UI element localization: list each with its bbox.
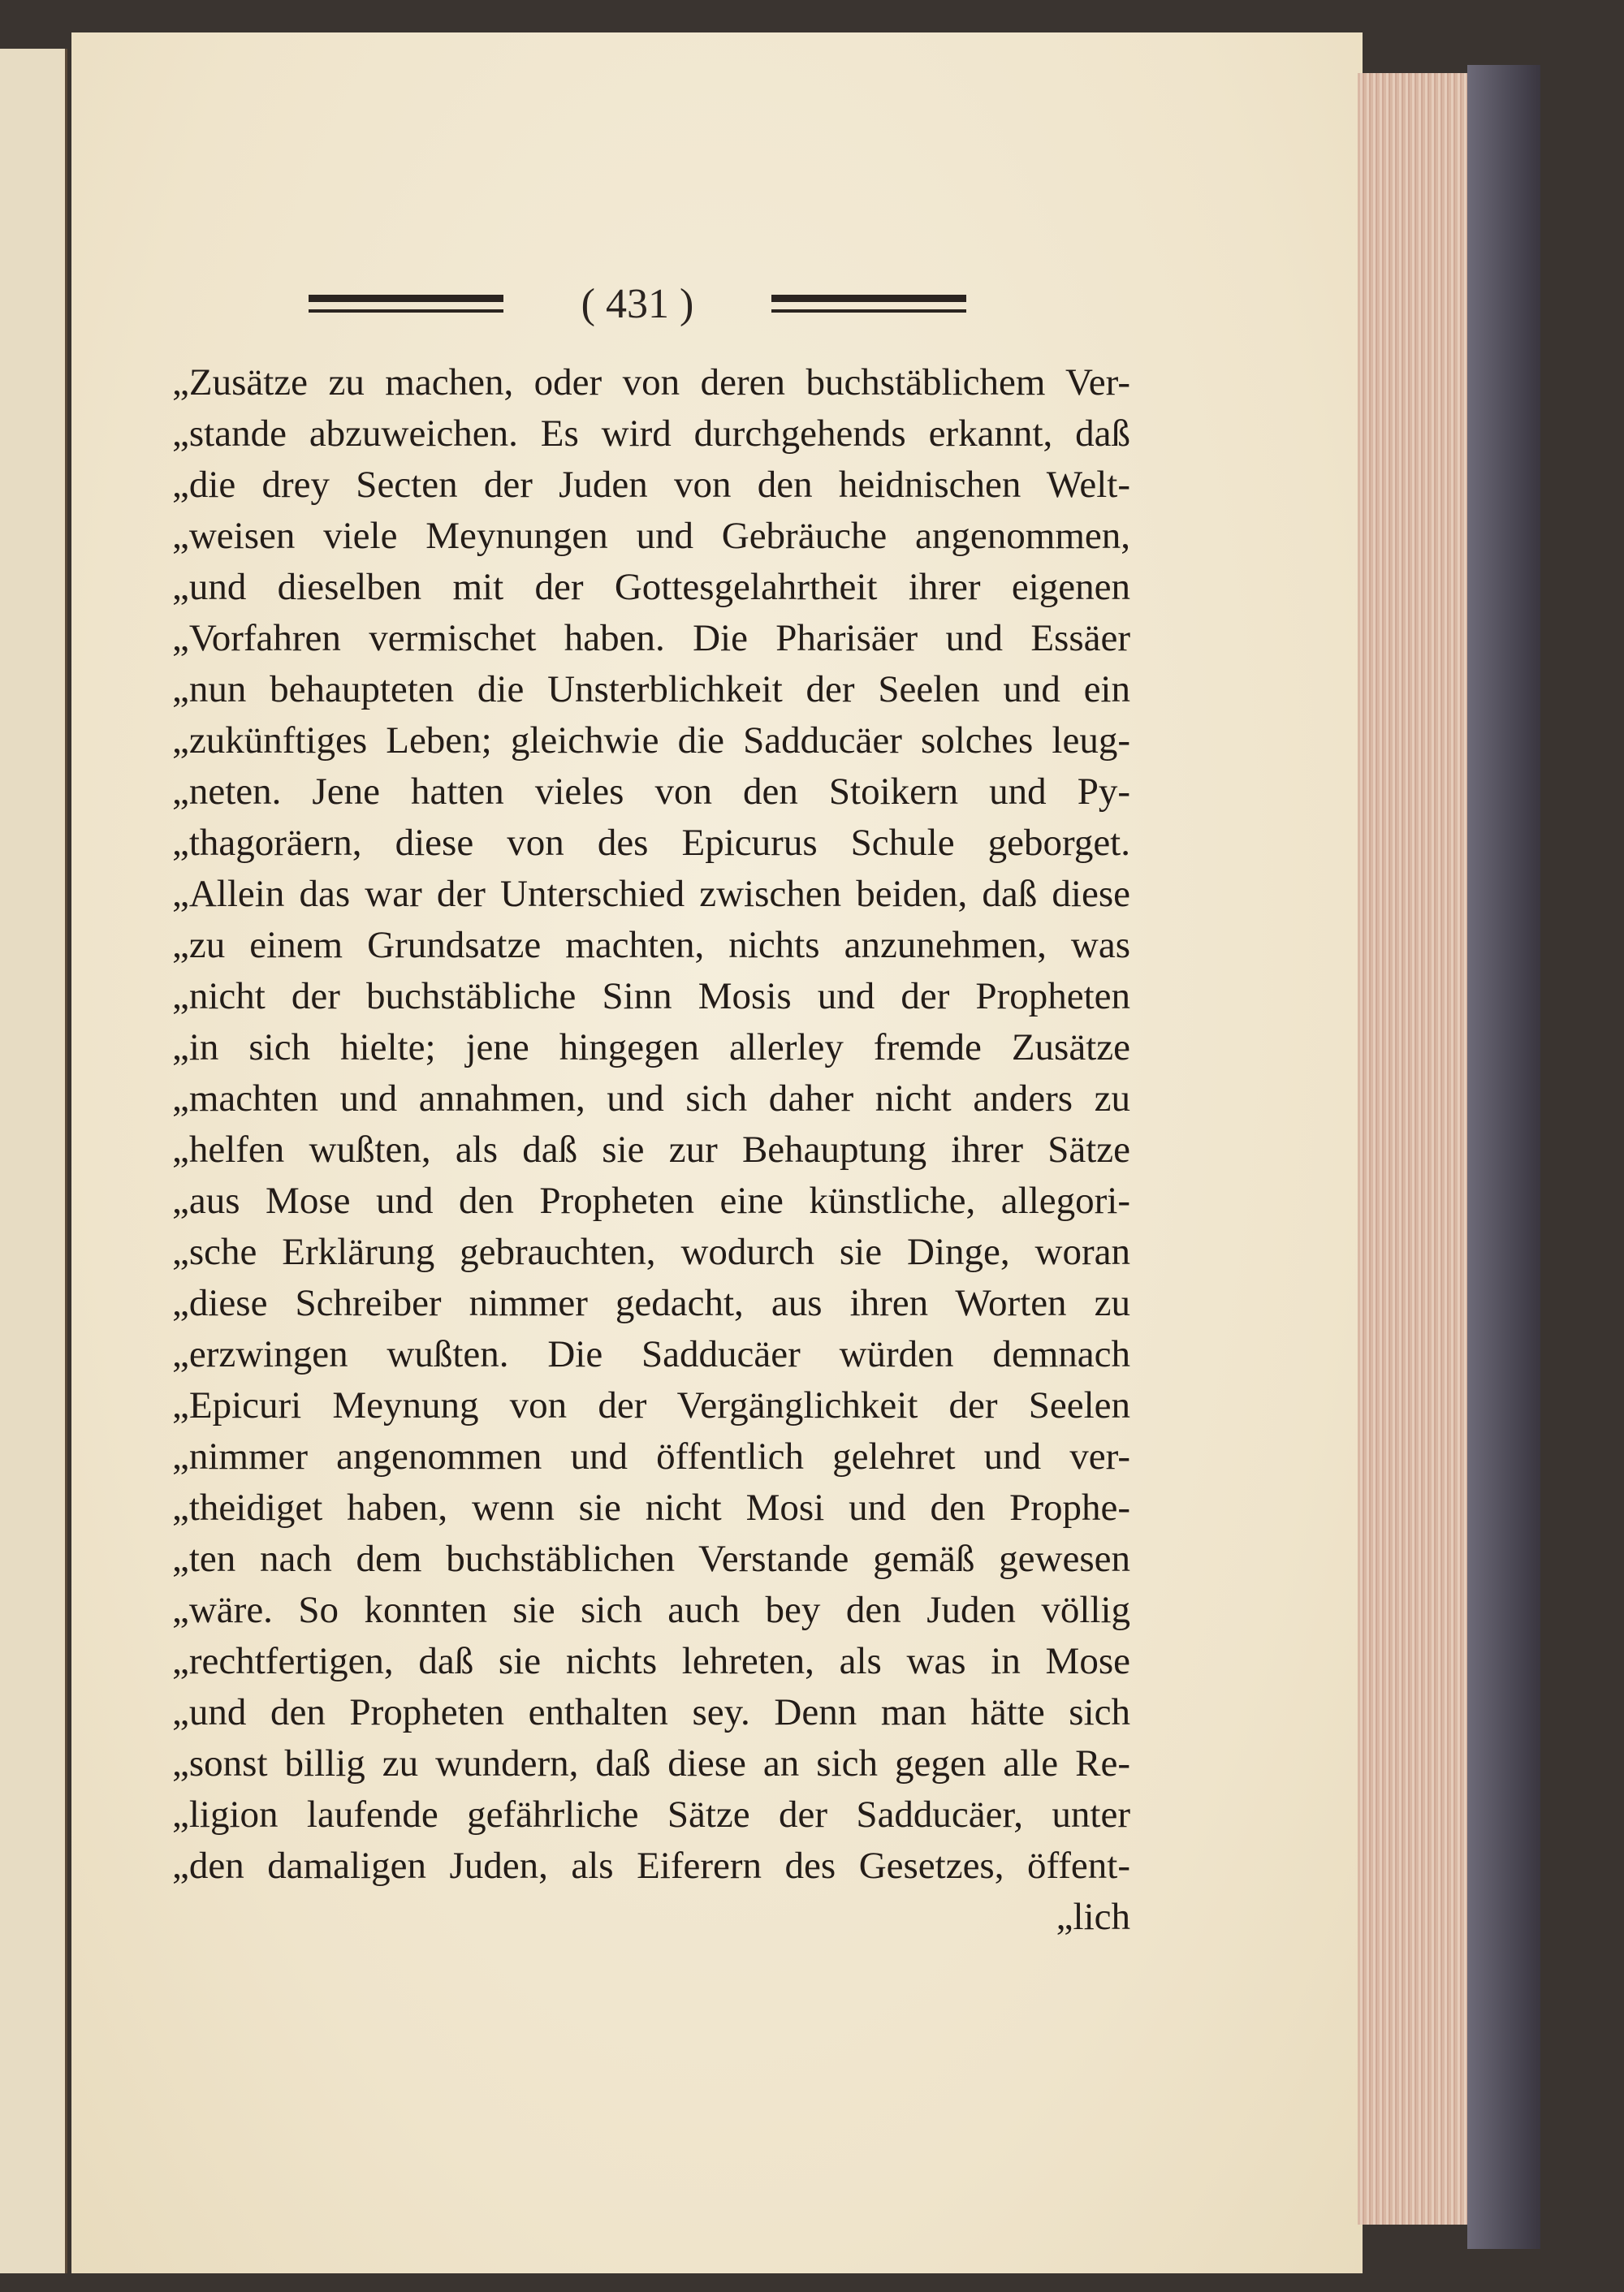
text-line: „in sich hielte; jene hingegen allerley fremde Zusätze (172, 1026, 1130, 1068)
text-line: „zu einem Grundsatze machten, nichts anzunehmen, was (172, 924, 1130, 966)
text-line: „nicht der buchstäbliche Sinn Mosis und der Propheten (172, 975, 1130, 1017)
text-line: „sonst billig zu wundern, daß diese an sich gegen alle Re- (172, 1742, 1130, 1785)
book-cover (1467, 65, 1540, 2249)
text-line: „und den Propheten enthalten sey. Denn man hätte sich (172, 1691, 1130, 1733)
text-line: „zukünftiges Leben; gleichwie die Sadducäer solches leug- (172, 719, 1130, 762)
text-line: „rechtfertigen, daß sie nichts lehreten, als was in Mose (172, 1640, 1130, 1682)
text-line: „nun behaupteten die Unsterblichkeit der Seelen und ein (172, 668, 1130, 710)
page-fore-edge (1358, 73, 1467, 2225)
text-line: „ten nach dem buchstäblichen Verstande gemäß gewesen (172, 1538, 1130, 1580)
text-line: „Zusätze zu machen, oder von deren buchstäblichem Ver- (172, 361, 1130, 404)
text-line: „thagoräern, diese von des Epicurus Schule geborget. (172, 822, 1130, 864)
text-line: „wäre. So konnten sie sich auch bey den Juden völlig (172, 1589, 1130, 1631)
text-line: „theidiget haben, wenn sie nicht Mosi und den Prophe- (172, 1487, 1130, 1529)
page-number: ( 431 ) (581, 281, 694, 327)
text-line: „neten. Jene hatten vieles von den Stoikern und Py- (172, 770, 1130, 813)
text-line: „und dieselben mit der Gottesgelahrtheit ihrer eigenen (172, 566, 1130, 608)
text-line: „machten und annahmen, und sich daher nicht anders zu (172, 1077, 1130, 1120)
text-line: „lich (1056, 1896, 1130, 1938)
text-line: „Vorfahren vermischet haben. Die Pharisäer und Essäer (172, 617, 1130, 659)
body-text (172, 357, 1130, 1943)
text-line: „helfen wußten, als daß sie zur Behauptung ihrer Sätze (172, 1129, 1130, 1171)
text-line: „aus Mose und den Propheten eine künstliche, allegori- (172, 1180, 1130, 1222)
header-rule-right (771, 295, 966, 313)
text-line: „die drey Secten der Juden von den heidnischen Welt- (172, 464, 1130, 506)
text-line: „ligion laufende gefährliche Sätze der Sadducäer, unter (172, 1793, 1130, 1836)
text-line: „weisen viele Meynungen und Gebräuche angenommen, (172, 515, 1130, 557)
text-line: „Epicuri Meynung von der Vergänglichkeit der Seelen (172, 1384, 1130, 1427)
page-header (309, 280, 966, 329)
text-line: „stande abzuweichen. Es wird durchgehends erkannt, daß (172, 412, 1130, 455)
text-line: „erzwingen wußten. Die Sadducäer würden demnach (172, 1333, 1130, 1375)
text-line: „Allein das war der Unterschied zwischen beiden, daß diese (172, 873, 1130, 915)
text-line: „diese Schreiber nimmer gedacht, aus ihren Worten zu (172, 1282, 1130, 1324)
facing-page-edge (0, 49, 67, 2273)
text-line: „den damaligen Juden, als Eiferern des Gesetzes, öffent- (172, 1845, 1130, 1887)
text-line: „nimmer angenommen und öffentlich gelehret und ver- (172, 1435, 1130, 1478)
text-line: „sche Erklärung gebrauchten, wodurch sie Dinge, woran (172, 1231, 1130, 1273)
